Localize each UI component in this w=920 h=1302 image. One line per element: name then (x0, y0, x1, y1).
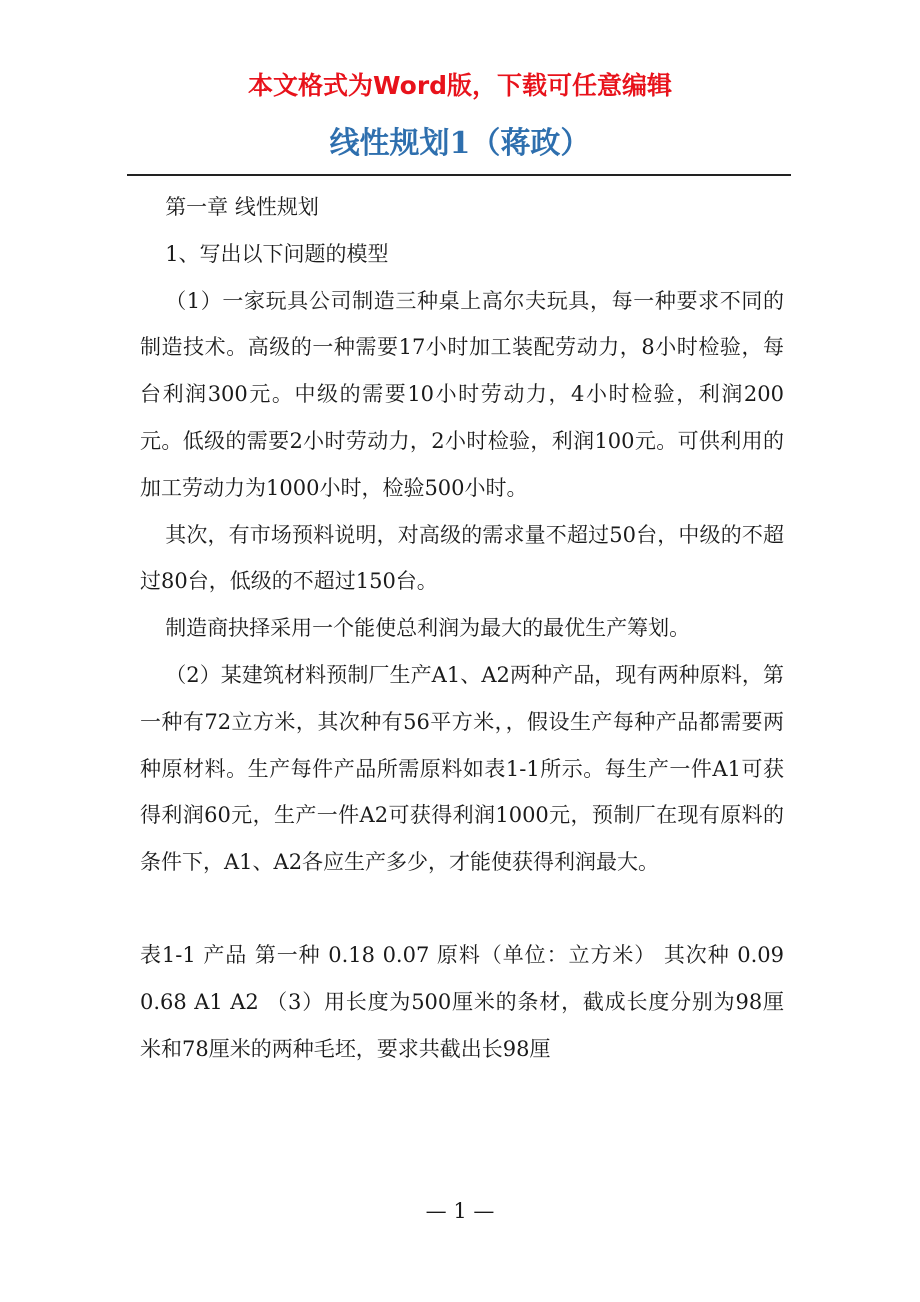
paragraph-table-and-bar-cutting: 表1-1 产品 第一种 0.18 0.07 原料（单位：立方米） 其次种 0.09 0.68 A1 A2 （3）用长度为500厘米的条材，截成长度分别为98厘米和78厘米的两种毛坯，要求共截出长98厘 (140, 942, 784, 1061)
title-divider (127, 174, 791, 176)
download-banner: 本文格式为Word版，下载可任意编辑 (247, 71, 673, 100)
paragraph-market-forecast: 其次，有市场预料说明，对高级的需求量不超过50台，中级的不超过80台，低级的不超过150台。 (140, 522, 784, 594)
document-body (140, 184, 784, 1072)
chapter-heading: 第一章 线性规划 (165, 195, 319, 219)
question-heading: 1、写出以下问题的模型 (165, 241, 389, 266)
document-title: 线性规划1（蒋政） (329, 126, 591, 161)
paragraph-building-materials: （2）某建筑材料预制厂生产A1、A2两种产品，现有两种原料，第一种有72立方米，其次种有56平方米，，假设生产每种产品都需要两种原材料。生产每件产品所需原料如表1-1所示。每生产一件A1可获得利润60元，生产一件A2可获得利润1000元，预制厂在现有原料的条件下，A1、A2各应生产多少，才能使获得利润最大。 (140, 662, 784, 875)
paragraph-gap (140, 886, 784, 932)
paragraph-toy-company: （1）一家玩具公司制造三种桌上高尔夫玩具，每一种要求不同的制造技术。高级的一种需要17小时加工装配劳动力，8小时检验，每台利润300元。中级的需要10小时劳动力，4小时检验，利润200元。低级的需要2小时劳动力，2小时检验，利润100元。可供利用的加工劳动力为1000小时，检验500小时。 (140, 288, 784, 500)
paragraph-manufacturer-plan: 制造商抉择采用一个能使总利润为最大的最优生产筹划。 (165, 616, 691, 641)
page-number: — 1 — (425, 1199, 495, 1223)
